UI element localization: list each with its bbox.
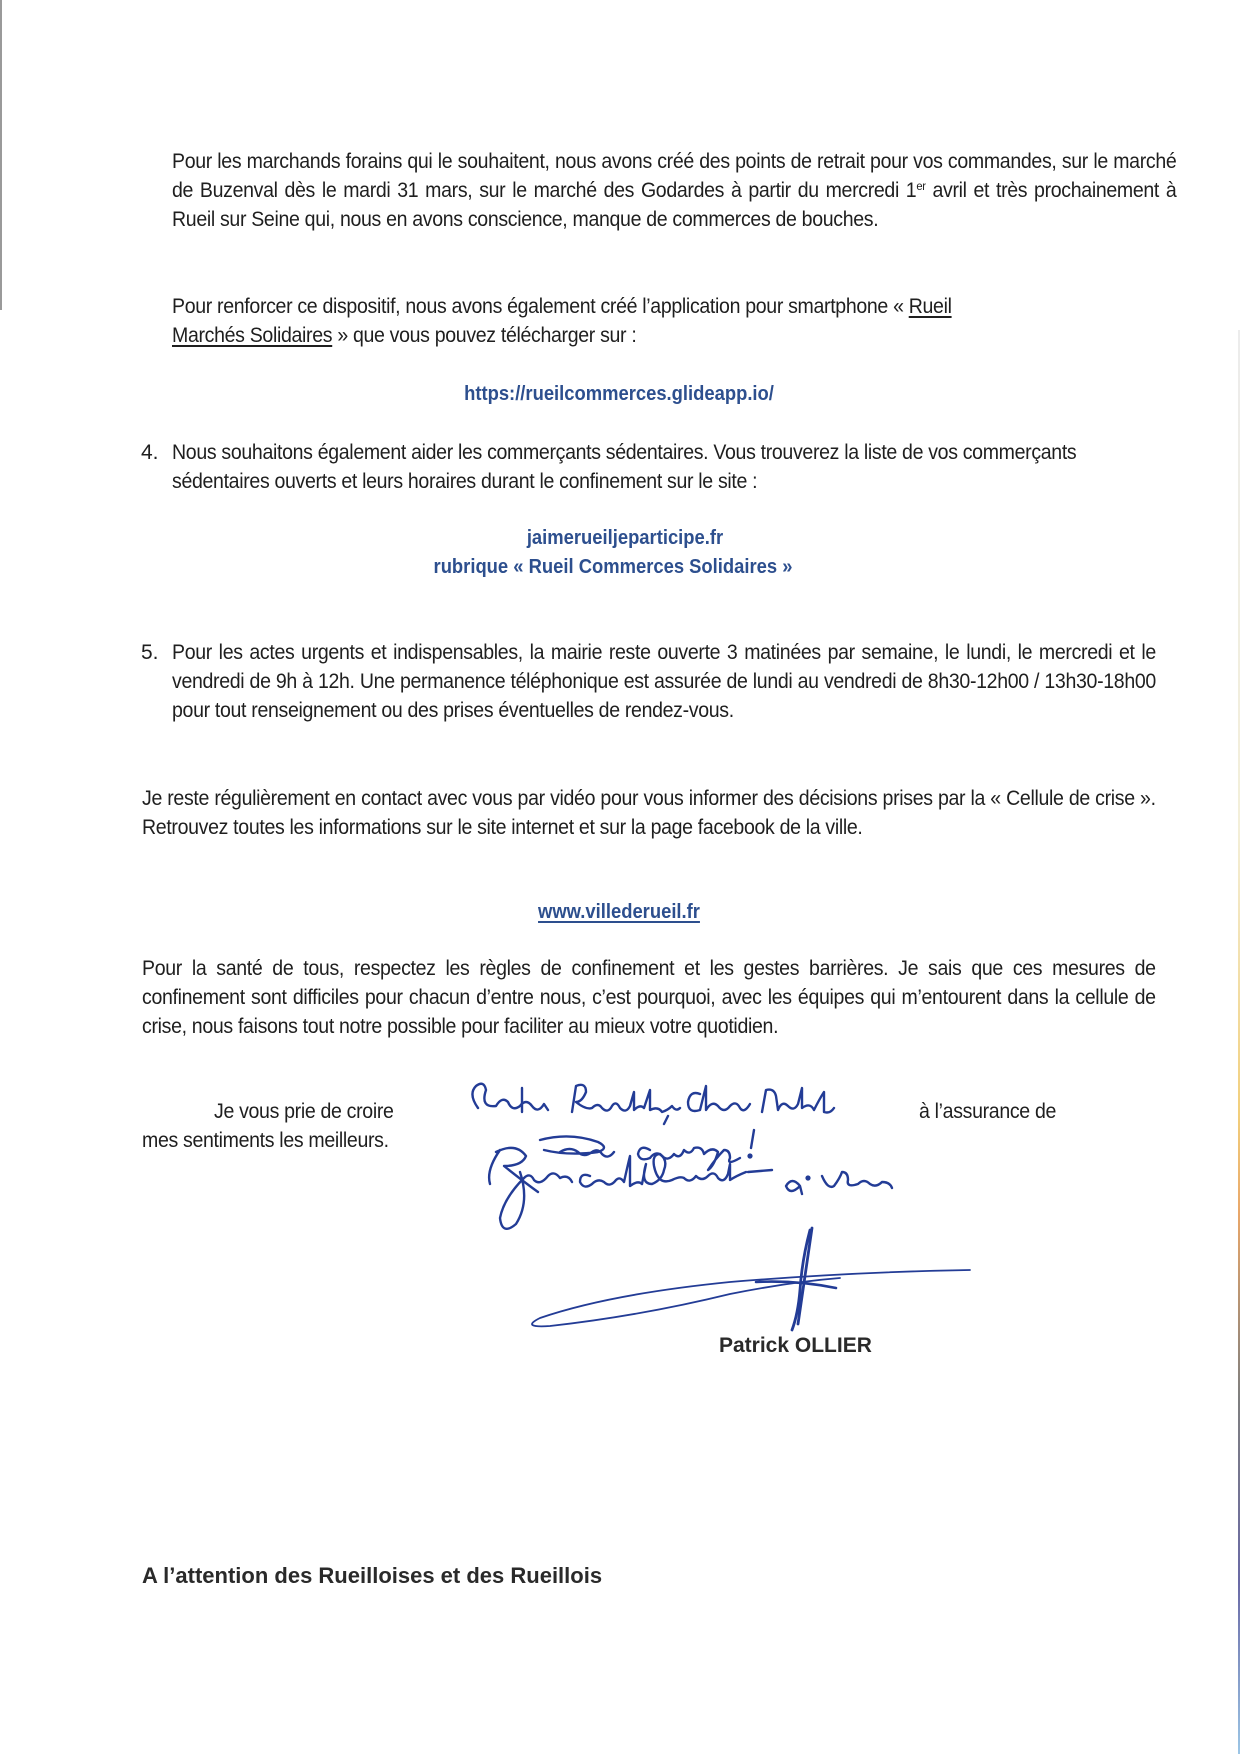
addressee-line: A l’attention des Rueilloises et des Rueillois	[142, 1563, 603, 1588]
item-5-number: 5.	[141, 641, 159, 664]
paragraph-retrait: Pour les marchands forains qui le souhaitent, nous avons créé des points de retrait pour vos commandes, sur le marché de Buzenval dès le mardi 31 mars, sur le marché des Godardes à partir du mercredi 1er avril et très prochainement à Rueil sur Seine qui, nous en avons conscience, manque de commerces de bouches.	[172, 150, 1177, 231]
link-rubrique-commerces[interactable]: rubrique « Rueil Commerces Solidaires »	[433, 556, 793, 578]
closing-end: à l’assurance de	[919, 1100, 1057, 1123]
link-villederueil[interactable]: www.villederueil.fr	[538, 901, 700, 923]
app-name: Rueil Marchés Solidaires	[172, 295, 952, 347]
item-5-text: Pour les actes urgents et indispensables, la mairie reste ouverte 3 matinées par semaine, le lundi, le mercredi et le vendredi de 9h à 12h. Une permanence téléphonique est assurée de lundi au vendredi de 8h30-12h00 / 13h30-18h00 pour tout renseignement ou des prises éventuelles de rendez-vous.	[172, 641, 1156, 722]
closing-line2: mes sentiments les meilleurs.	[142, 1129, 389, 1152]
paragraph-contact: Je reste régulièrement en contact avec vous par vidéo pour vous informer des décisions prises par la « Cellule de crise ». Retrouvez toutes les informations sur le site internet et sur la page facebook de la ville.	[142, 787, 1156, 839]
link-jaimerueil[interactable]: jaimerueiljeparticipe.fr	[526, 527, 724, 549]
link-glideapp[interactable]: https://rueilcommerces.glideapp.io/	[464, 383, 774, 405]
item-4-number: 4.	[141, 441, 159, 464]
paragraph-application: Pour renforcer ce dispositif, nous avons également créé l’application pour smartphone « Rueil Marchés Solidaires » que vous pouvez télécharger sur :	[172, 295, 952, 347]
signatory-name: Patrick OLLIER	[719, 1334, 872, 1357]
paragraph-sante: Pour la santé de tous, respectez les règles de confinement et les gestes barrières. Je sais que ces mesures de confinement sont difficiles pour chacun d’entre nous, c’est pourquoi, avec les équipes qui m’entourent dans la cellule de crise, nous faisons tout notre possible pour faciliter au mieux votre quotidien.	[142, 957, 1156, 1038]
closing-start: Je vous prie de croire	[214, 1100, 394, 1123]
item-4-text: Nous souhaitons également aider les commerçants sédentaires. Vous trouverez la liste de vos commerçants sédentaires ouverts et leurs horaires durant le confinement sur le site :	[172, 441, 1077, 493]
